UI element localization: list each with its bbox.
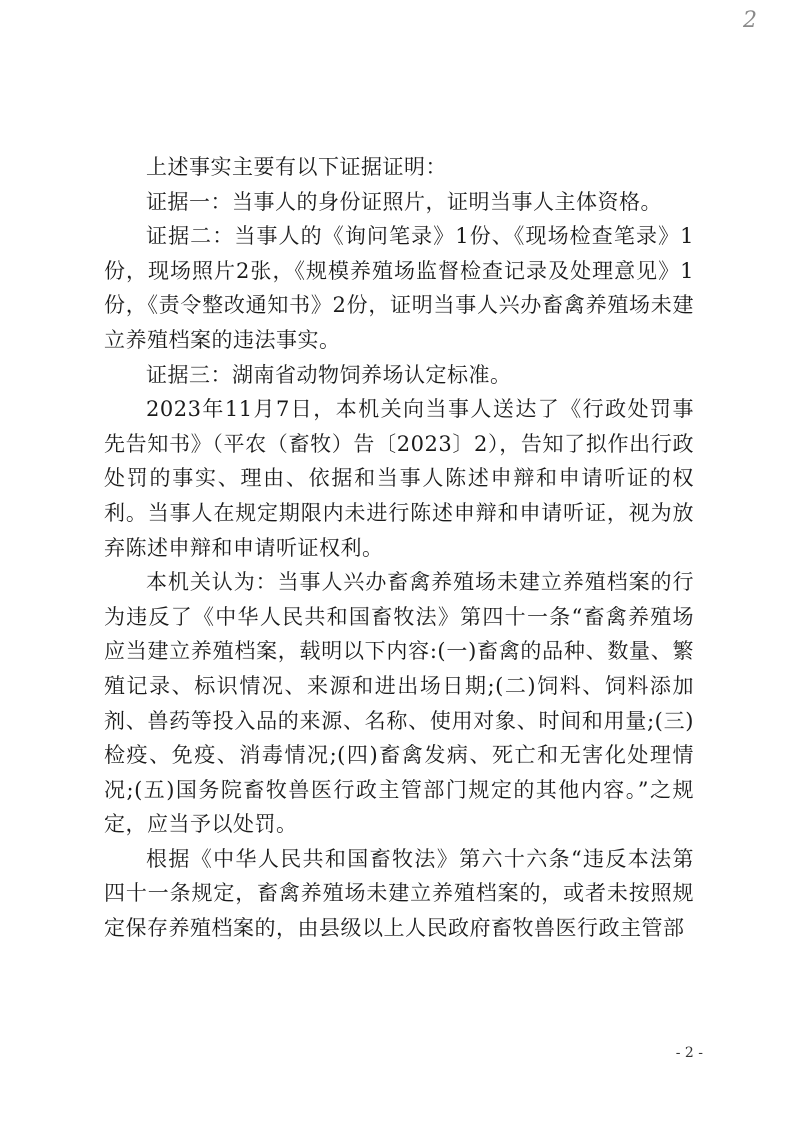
paragraph-evidence-intro: 上述事实主要有以下证据证明： — [146, 155, 447, 179]
paragraph-evidence-three: 证据三：湖南省动物饲养场认定标准。 — [146, 362, 512, 387]
paragraph-agency-opinion: 本机关认为：当事人兴办畜禽养殖场未建立养殖档案的行为违反了《中华人民共和国畜牧法》第四十一条“畜禽养殖场应当建立养殖档案，载明以下内容:(一)畜禽的品种、数量、繁殖记录、标识情况、来源和进出场日期;(二)饲料、饲料添加剂、兽药等投入品的来源、名称、使用对象、时间和用量;(三)检疫、免疫、消毒情况;(四)畜禽发病、死亡和无害化处理情况;(五)国务院畜牧兽医行政主管部门规定的其他内容。”之规定，应当予以处罚。 — [104, 570, 694, 837]
paragraph-evidence-one: 证据一：当事人的身份证照片，证明当事人主体资格。 — [146, 189, 662, 214]
page-number: - 2 - — [675, 1045, 703, 1061]
document-body — [104, 150, 694, 946]
paragraph-notice-delivery: 2023年11月7日，本机关向当事人送达了《行政处罚事先告知书》（平农（畜牧）告〔2023〕2），告知了拟作出行政处罚的事实、理由、依据和当事人陈述申辩和申请听证的权利。当事人在规定期限内未进行陈述申辩和申请听证，视为放弃陈述申辩和申请听证权利。 — [104, 397, 694, 560]
handwritten-page-mark: 2 — [743, 8, 757, 33]
paragraph-evidence-two: 证据二：当事人的《询问笔录》1份、《现场检查笔录》1份，现场照片2张，《规模养殖场监督检查记录及处理意见》1份，《责令整改通知书》2份，证明当事人兴办畜禽养殖场未建立养殖档案的违法事实。 — [104, 224, 694, 352]
paragraph-legal-basis: 根据《中华人民共和国畜牧法》第六十六条“违反本法第四十一条规定，畜禽养殖场未建立养殖档案的，或者未按照规定保存养殖档案的，由县级以上人民政府畜牧兽医行政主管部 — [104, 846, 694, 941]
